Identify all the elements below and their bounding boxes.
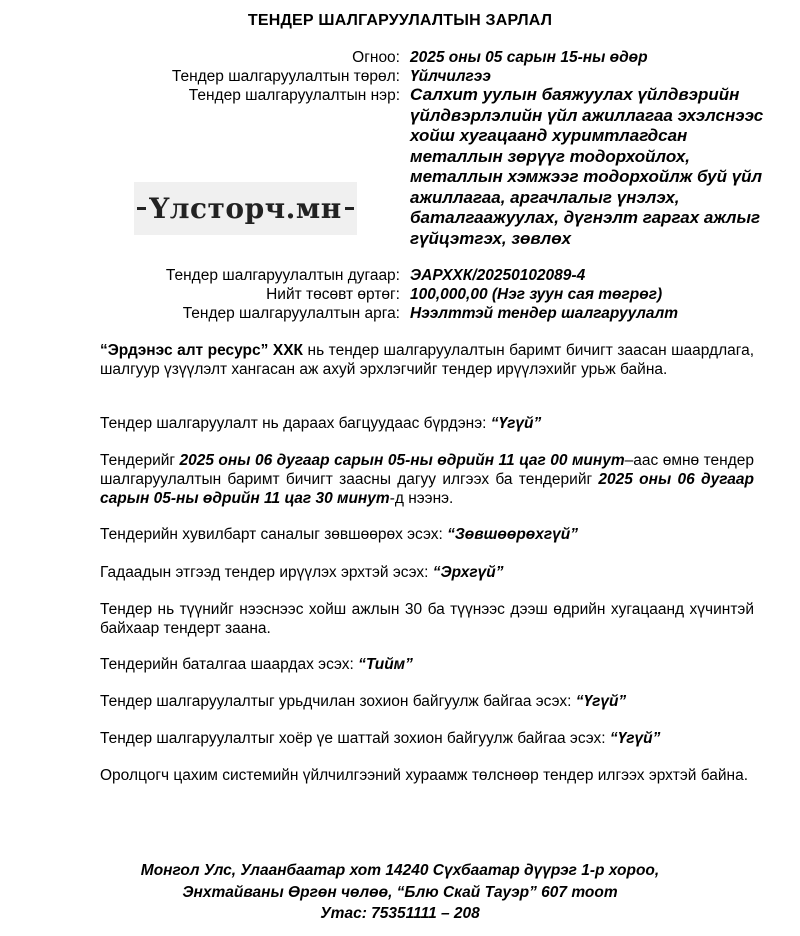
name-label: Тендер шалгаруулалтын нэр: bbox=[188, 87, 400, 104]
paragraph-two-stage bbox=[100, 729, 754, 748]
number-label: Тендер шалгаруулалтын дугаар: bbox=[165, 267, 400, 284]
paragraph-guarantee bbox=[100, 655, 754, 674]
logo-text: Үлсторч.мн bbox=[149, 192, 342, 225]
foreign-value: “Эрхгүй” bbox=[432, 564, 504, 581]
fee-text: Оролцогч цахим системийн үйлчилгээний хураамж төлснөөр тендер илгээх эрхтэй байна. bbox=[100, 767, 749, 784]
guarantee-text: Тендерийн баталгаа шаардах эсэх: bbox=[100, 656, 359, 673]
address-line-1: Монгол Улс, Улаанбаатар хот 14240 Сүхбаатар дүүрэг 1-р хороо, bbox=[140, 862, 660, 879]
footer-address bbox=[0, 860, 800, 925]
phone-line: Утас: 75351111 – 208 bbox=[320, 905, 480, 922]
method-label: Тендер шалгаруулалтын арга: bbox=[182, 305, 400, 322]
lots-text: Тендер шалгаруулалт нь дараах багцуудаас бүрдэнэ: bbox=[100, 415, 491, 432]
opening-time: 2025 оны 06 дугаар сарын 05-ны өдрийн 11 цаг 30 минут bbox=[100, 471, 754, 507]
paragraph-lots bbox=[100, 414, 754, 433]
foreign-text: Гадаадын этгээд тендер ирүүлэх эрхтэй эсэх: bbox=[100, 564, 433, 581]
guarantee-value: “Тийм” bbox=[358, 656, 413, 673]
alternative-text: Тендерийн хувилбарт саналыг зөвшөөрөх эсэх: bbox=[100, 526, 448, 543]
cost-label: Нийт төсөвт өртөг: bbox=[266, 286, 400, 303]
company-name: “Эрдэнэс алт ресурс” ХХК bbox=[100, 342, 304, 359]
invitation-text: нь тендер шалгаруулалтын баримт бичигт заасан шаардлага, шалгуур үзүүлэлт хангасан аж ахуй эрхлэгчийг тендер ирүүлэхийг урьж байна. bbox=[100, 342, 755, 378]
date-value: 2025 оны 05 сарын 15-ны өдөр bbox=[410, 49, 648, 66]
two-stage-text: Тендер шалгаруулалтыг хоёр үе шаттай зохион байгуулж байгаа эсэх: bbox=[100, 730, 610, 747]
lots-value: “Үгүй” bbox=[490, 415, 542, 432]
prequalification-value: “Үгүй” bbox=[575, 693, 627, 710]
paragraph-foreign bbox=[100, 563, 754, 582]
cost-value: 100,000,00 (Нэг зуун сая төгрөг) bbox=[410, 286, 663, 303]
number-value: ЭАРХХК/20250102089-4 bbox=[410, 267, 586, 284]
deadline-text-a: Тендерийг bbox=[100, 452, 180, 469]
date-label: Огноо: bbox=[352, 49, 400, 66]
two-stage-value: “Үгүй” bbox=[609, 730, 661, 747]
paragraph-deadline bbox=[100, 451, 754, 508]
name-value: Салхит уулын баяжуулах үйлдвэрийн үйлдвэрлэлийн үйл ажиллагаа эхэлснээс хойш хугацаанд хуримтлагдсан металлын зөрүүг тодорхойлох, металлын хэмжээг тодорхойлж буй үйл ажиллагаа, аргачлалыг үнэлэх, баталгаажуулах, дүгнэлт гаргах ажлыг гүйцэтгэх, зөвлөх bbox=[410, 85, 764, 248]
type-value: Үйлчилгээ bbox=[410, 68, 491, 85]
paragraph-fee bbox=[100, 766, 754, 785]
site-logo bbox=[134, 182, 357, 235]
type-label: Тендер шалгаруулалтын төрөл: bbox=[171, 68, 400, 85]
validity-text: Тендер нь түүнийг нээснээс хойш ажлын 30 ба түүнээс дээш өдрийн хугацаанд хүчинтэй байхаар тендерт заана. bbox=[100, 601, 754, 637]
document-title: ТЕНДЕР ШАЛГАРУУЛАЛТЫН ЗАРЛАЛ bbox=[247, 12, 553, 29]
paragraph-validity bbox=[100, 600, 754, 638]
deadline-text-e: -д нээнэ. bbox=[389, 490, 454, 507]
method-value: Нээлттэй тендер шалгаруулалт bbox=[410, 305, 679, 322]
alternative-value: “Зөвшөөрөхгүй” bbox=[447, 526, 579, 543]
paragraph-invitation bbox=[100, 341, 754, 379]
paragraph-alternative bbox=[100, 525, 754, 544]
address-line-2: Энхтайваны Өргөн чөлөө, “Блю Скай Тауэр” 607 тоот bbox=[182, 883, 618, 901]
submission-deadline: 2025 оны 06 дугаар сарын 05-ны өдрийн 11 цаг 00 минут bbox=[179, 452, 625, 469]
prequalification-text: Тендер шалгаруулалтыг урьдчилан зохион байгуулж байгаа эсэх: bbox=[100, 693, 576, 710]
paragraph-prequalification bbox=[100, 692, 754, 711]
deadline-text-c: –аас өмнө тендер шалгаруулалтын баримт бичигт заасны дагуу илгээх ба тендерийг bbox=[100, 452, 755, 488]
